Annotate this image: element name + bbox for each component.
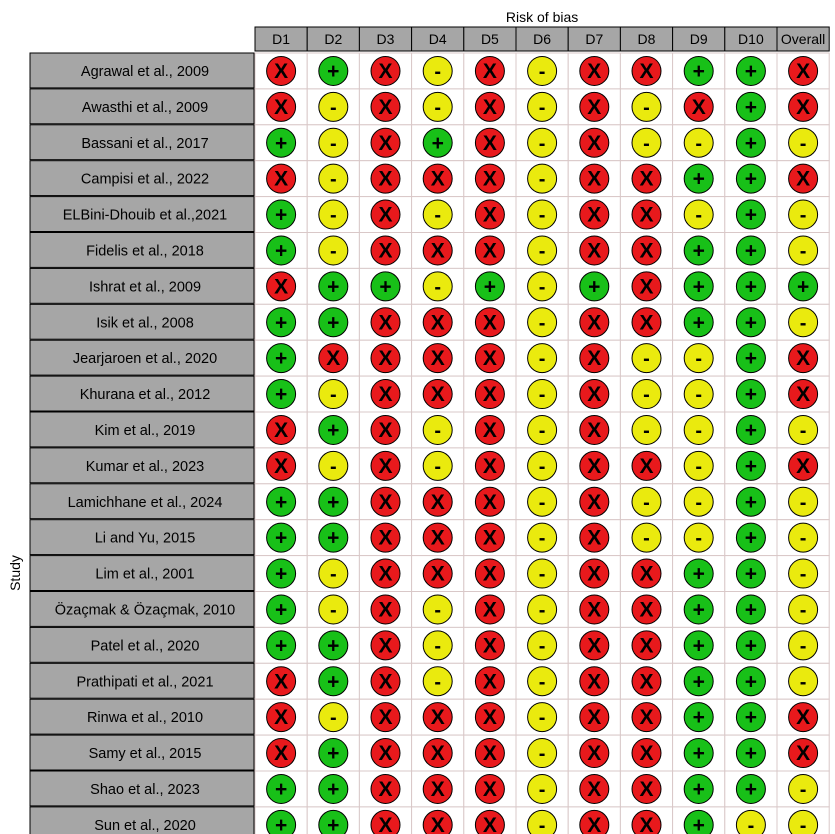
high-risk-symbol: X — [587, 598, 602, 622]
high-risk-symbol: X — [796, 383, 811, 407]
low-risk-symbol: + — [274, 311, 288, 335]
high-risk-symbol: X — [482, 526, 497, 550]
study-label: Jearjaroen et al., 2020 — [72, 351, 218, 368]
low-risk-symbol: + — [327, 418, 340, 442]
some-concerns-symbol: - — [695, 348, 703, 371]
some-concerns-symbol: - — [329, 204, 337, 227]
low-risk-symbol: + — [744, 598, 758, 622]
study-label: Kim et al., 2019 — [94, 422, 196, 439]
some-concerns-symbol: - — [538, 707, 546, 730]
high-risk-symbol: X — [430, 562, 445, 586]
high-risk-symbol: X — [378, 670, 393, 694]
high-risk-symbol: X — [274, 706, 289, 730]
study-label: Agrawal et al., 2009 — [80, 63, 210, 80]
low-risk-symbol: + — [692, 777, 705, 801]
some-concerns-symbol: - — [329, 168, 337, 191]
high-risk-symbol: X — [639, 562, 654, 586]
high-risk-symbol: X — [274, 59, 289, 83]
some-concerns-symbol: - — [538, 743, 546, 766]
low-risk-symbol: + — [744, 777, 758, 801]
some-concerns-symbol: - — [538, 276, 546, 299]
some-concerns-symbol: - — [695, 132, 703, 155]
high-risk-symbol: X — [274, 275, 289, 299]
high-risk-symbol: X — [587, 777, 602, 801]
some-concerns-symbol: - — [643, 527, 650, 550]
high-risk-symbol: X — [274, 418, 289, 442]
study-label: Lim et al., 2001 — [95, 566, 195, 583]
study-label: Sun et al., 2020 — [94, 817, 196, 834]
high-risk-symbol: X — [482, 742, 497, 766]
high-risk-symbol: X — [482, 562, 497, 586]
low-risk-symbol: + — [274, 383, 288, 407]
high-risk-symbol: X — [482, 59, 497, 83]
high-risk-symbol: X — [482, 131, 497, 155]
high-risk-symbol: X — [482, 454, 497, 478]
high-risk-symbol: X — [430, 777, 445, 801]
low-risk-symbol: + — [327, 742, 340, 766]
some-concerns-symbol: - — [695, 455, 703, 478]
high-risk-symbol: X — [274, 742, 289, 766]
low-risk-symbol: + — [692, 59, 705, 83]
high-risk-symbol: X — [430, 311, 445, 335]
domain-header-label: D2 — [324, 31, 343, 47]
high-risk-symbol: X — [430, 167, 445, 191]
some-concerns-symbol: - — [695, 384, 703, 407]
study-label: Bassani et al., 2017 — [81, 135, 209, 152]
low-risk-symbol: + — [692, 634, 705, 658]
high-risk-symbol: X — [378, 95, 393, 119]
high-risk-symbol: X — [587, 526, 602, 550]
high-risk-symbol: X — [482, 706, 497, 730]
high-risk-symbol: X — [430, 490, 445, 514]
low-risk-symbol: + — [692, 275, 705, 299]
low-risk-symbol: + — [744, 131, 758, 155]
some-concerns-symbol: - — [799, 132, 807, 155]
domain-header-label: D3 — [376, 31, 395, 47]
study-label: Khurana et al., 2012 — [79, 387, 211, 404]
some-concerns-symbol: - — [799, 204, 807, 227]
study-label: ELBini-Dhouib et al.,2021 — [62, 207, 228, 224]
low-risk-symbol: + — [744, 275, 758, 299]
low-risk-symbol: + — [744, 742, 758, 766]
low-risk-symbol: + — [274, 634, 288, 658]
low-risk-symbol: + — [692, 742, 705, 766]
some-concerns-symbol: - — [695, 204, 703, 227]
low-risk-symbol: + — [327, 777, 340, 801]
high-risk-symbol: X — [378, 454, 393, 478]
low-risk-symbol: + — [744, 454, 758, 478]
high-risk-symbol: X — [796, 454, 811, 478]
high-risk-symbol: X — [587, 95, 602, 119]
y-axis-label: Study — [7, 555, 23, 591]
high-risk-symbol: X — [274, 670, 289, 694]
high-risk-symbol: X — [587, 706, 602, 730]
domain-header-label: D4 — [428, 31, 447, 47]
high-risk-symbol: X — [482, 239, 497, 263]
some-concerns-symbol: - — [643, 96, 650, 119]
domain-header-label: Overall — [780, 31, 826, 47]
high-risk-symbol: X — [430, 347, 445, 371]
some-concerns-symbol: - — [799, 312, 807, 335]
low-risk-symbol: + — [744, 634, 758, 658]
some-concerns-symbol: - — [434, 599, 442, 622]
some-concerns-symbol: - — [538, 96, 546, 119]
high-risk-symbol: X — [796, 706, 811, 730]
study-label: Samy et al., 2015 — [88, 746, 202, 763]
study-label: Özaçmak & Özaçmak, 2010 — [54, 602, 236, 619]
high-risk-symbol: X — [378, 383, 393, 407]
high-risk-symbol: X — [378, 418, 393, 442]
some-concerns-symbol: - — [538, 671, 546, 694]
some-concerns-symbol: - — [329, 563, 337, 586]
low-risk-symbol: + — [274, 131, 288, 155]
some-concerns-symbol: - — [799, 491, 807, 514]
study-label: Isik et al., 2008 — [96, 315, 194, 332]
high-risk-symbol: X — [378, 706, 393, 730]
some-concerns-symbol: - — [329, 240, 337, 263]
high-risk-symbol: X — [587, 239, 602, 263]
low-risk-symbol: + — [588, 275, 601, 299]
high-risk-symbol: X — [378, 813, 393, 834]
some-concerns-symbol: - — [329, 132, 337, 155]
high-risk-symbol: X — [378, 167, 393, 191]
low-risk-symbol: + — [692, 706, 705, 730]
some-concerns-symbol: - — [538, 348, 546, 371]
high-risk-symbol: X — [274, 95, 289, 119]
high-risk-symbol: X — [378, 562, 393, 586]
high-risk-symbol: X — [274, 167, 289, 191]
study-label: Lamichhane et al., 2024 — [67, 494, 223, 511]
high-risk-symbol: X — [639, 239, 654, 263]
high-risk-symbol: X — [378, 598, 393, 622]
high-risk-symbol: X — [639, 670, 654, 694]
high-risk-symbol: X — [587, 813, 602, 834]
some-concerns-symbol: - — [434, 419, 442, 442]
high-risk-symbol: X — [639, 777, 654, 801]
high-risk-symbol: X — [430, 706, 445, 730]
high-risk-symbol: X — [482, 634, 497, 658]
some-concerns-symbol: - — [643, 132, 650, 155]
some-concerns-symbol: - — [434, 204, 442, 227]
high-risk-symbol: X — [587, 203, 602, 227]
low-risk-symbol: + — [744, 526, 758, 550]
low-risk-symbol: + — [327, 526, 340, 550]
some-concerns-symbol: - — [329, 707, 337, 730]
study-label: Ishrat et al., 2009 — [88, 279, 202, 296]
some-concerns-symbol: - — [538, 563, 546, 586]
high-risk-symbol: X — [587, 167, 602, 191]
high-risk-symbol: X — [378, 777, 393, 801]
some-concerns-symbol: - — [643, 348, 650, 371]
high-risk-symbol: X — [587, 562, 602, 586]
study-label: Awasthi et al., 2009 — [81, 99, 209, 116]
high-risk-symbol: X — [587, 454, 602, 478]
some-concerns-symbol: - — [538, 384, 546, 407]
high-risk-symbol: X — [796, 347, 811, 371]
high-risk-symbol: X — [482, 95, 497, 119]
some-concerns-symbol: - — [695, 491, 703, 514]
high-risk-symbol: X — [378, 131, 393, 155]
high-risk-symbol: X — [378, 490, 393, 514]
study-label: Shao et al., 2023 — [90, 781, 200, 798]
high-risk-symbol: X — [796, 742, 811, 766]
some-concerns-symbol: - — [799, 814, 807, 834]
some-concerns-symbol: - — [799, 599, 807, 622]
high-risk-symbol: X — [639, 742, 654, 766]
study-label: Patel et al., 2020 — [90, 638, 200, 655]
some-concerns-symbol: - — [643, 419, 650, 442]
high-risk-symbol: X — [482, 813, 497, 834]
some-concerns-symbol: - — [329, 96, 337, 119]
study-label: Campisi et al., 2022 — [80, 171, 210, 188]
domain-header-label: D9 — [689, 31, 708, 47]
low-risk-symbol: + — [692, 239, 705, 263]
domain-header-label: D8 — [637, 31, 656, 47]
low-risk-symbol: + — [692, 598, 705, 622]
some-concerns-symbol: - — [329, 384, 337, 407]
some-concerns-symbol: - — [538, 240, 546, 263]
high-risk-symbol: X — [482, 167, 497, 191]
low-risk-symbol: + — [744, 59, 758, 83]
high-risk-symbol: X — [639, 634, 654, 658]
domain-header-label: D1 — [272, 31, 291, 47]
high-risk-symbol: X — [482, 418, 497, 442]
some-concerns-symbol: - — [799, 563, 807, 586]
low-risk-symbol: + — [744, 95, 758, 119]
high-risk-symbol: X — [639, 813, 654, 834]
low-risk-symbol: + — [692, 813, 705, 834]
high-risk-symbol: X — [378, 311, 393, 335]
high-risk-symbol: X — [378, 634, 393, 658]
some-concerns-symbol: - — [799, 671, 807, 694]
high-risk-symbol: X — [326, 347, 341, 371]
low-risk-symbol: + — [483, 275, 497, 299]
some-concerns-symbol: - — [538, 635, 546, 658]
low-risk-symbol: + — [744, 418, 758, 442]
low-risk-symbol: + — [274, 526, 288, 550]
study-label: Prathipati et al., 2021 — [76, 674, 214, 691]
low-risk-symbol: + — [744, 311, 758, 335]
low-risk-symbol: + — [744, 347, 758, 371]
high-risk-symbol: X — [587, 742, 602, 766]
high-risk-symbol: X — [378, 203, 393, 227]
domain-header-label: D7 — [585, 31, 604, 47]
low-risk-symbol: + — [744, 383, 758, 407]
low-risk-symbol: + — [744, 706, 758, 730]
low-risk-symbol: + — [744, 562, 758, 586]
high-risk-symbol: X — [482, 311, 497, 335]
high-risk-symbol: X — [378, 59, 393, 83]
study-label: Rinwa et al., 2010 — [86, 710, 204, 727]
high-risk-symbol: X — [587, 490, 602, 514]
high-risk-symbol: X — [796, 167, 811, 191]
some-concerns-symbol: - — [434, 96, 442, 119]
some-concerns-symbol: - — [747, 814, 755, 834]
some-concerns-symbol: - — [329, 599, 337, 622]
low-risk-symbol: + — [379, 275, 392, 299]
study-label: Li and Yu, 2015 — [94, 530, 196, 547]
low-risk-symbol: + — [692, 311, 705, 335]
some-concerns-symbol: - — [538, 455, 546, 478]
low-risk-symbol: + — [692, 670, 705, 694]
low-risk-symbol: + — [692, 167, 705, 191]
low-risk-symbol: + — [274, 813, 288, 834]
low-risk-symbol: + — [274, 239, 288, 263]
low-risk-symbol: + — [274, 347, 288, 371]
high-risk-symbol: X — [378, 239, 393, 263]
low-risk-symbol: + — [796, 275, 810, 299]
some-concerns-symbol: - — [538, 527, 546, 550]
some-concerns-symbol: - — [538, 168, 546, 191]
high-risk-symbol: X — [587, 347, 602, 371]
low-risk-symbol: + — [274, 490, 288, 514]
high-risk-symbol: X — [639, 311, 654, 335]
high-risk-symbol: X — [482, 383, 497, 407]
high-risk-symbol: X — [796, 59, 811, 83]
low-risk-symbol: + — [744, 203, 758, 227]
study-label: Kumar et al., 2023 — [85, 458, 205, 475]
low-risk-symbol: + — [327, 311, 340, 335]
low-risk-symbol: + — [327, 670, 340, 694]
high-risk-symbol: X — [378, 347, 393, 371]
some-concerns-symbol: - — [434, 60, 442, 83]
some-concerns-symbol: - — [434, 671, 442, 694]
some-concerns-symbol: - — [538, 419, 546, 442]
high-risk-symbol: X — [639, 454, 654, 478]
high-risk-symbol: X — [639, 167, 654, 191]
low-risk-symbol: + — [692, 562, 705, 586]
low-risk-symbol: + — [327, 490, 340, 514]
some-concerns-symbol: - — [538, 204, 546, 227]
high-risk-symbol: X — [587, 383, 602, 407]
some-concerns-symbol: - — [538, 132, 546, 155]
some-concerns-symbol: - — [799, 778, 807, 801]
some-concerns-symbol: - — [434, 276, 442, 299]
some-concerns-symbol: - — [799, 240, 807, 263]
high-risk-symbol: X — [430, 742, 445, 766]
high-risk-symbol: X — [639, 598, 654, 622]
high-risk-symbol: X — [378, 742, 393, 766]
high-risk-symbol: X — [482, 670, 497, 694]
low-risk-symbol: + — [744, 670, 758, 694]
chart-title: Risk of bias — [505, 9, 579, 25]
high-risk-symbol: X — [378, 526, 393, 550]
high-risk-symbol: X — [430, 526, 445, 550]
high-risk-symbol: X — [639, 203, 654, 227]
some-concerns-symbol: - — [538, 60, 546, 83]
low-risk-symbol: + — [274, 598, 288, 622]
high-risk-symbol: X — [274, 454, 289, 478]
domain-header-label: D10 — [738, 31, 764, 47]
low-risk-symbol: + — [327, 813, 340, 834]
low-risk-symbol: + — [327, 634, 340, 658]
some-concerns-symbol: - — [643, 384, 650, 407]
high-risk-symbol: X — [587, 131, 602, 155]
low-risk-symbol: + — [274, 203, 288, 227]
some-concerns-symbol: - — [434, 455, 442, 478]
high-risk-symbol: X — [639, 275, 654, 299]
some-concerns-symbol: - — [329, 455, 337, 478]
domain-header-label: D5 — [480, 31, 499, 47]
high-risk-symbol: X — [482, 490, 497, 514]
some-concerns-symbol: - — [538, 778, 546, 801]
high-risk-symbol: X — [482, 203, 497, 227]
high-risk-symbol: X — [430, 383, 445, 407]
study-label: Fidelis et al., 2018 — [86, 243, 204, 260]
high-risk-symbol: X — [482, 347, 497, 371]
high-risk-symbol: X — [587, 634, 602, 658]
high-risk-symbol: X — [796, 95, 811, 119]
low-risk-symbol: + — [744, 490, 758, 514]
some-concerns-symbol: - — [799, 635, 807, 658]
low-risk-symbol: + — [744, 167, 758, 191]
some-concerns-symbol: - — [695, 419, 703, 442]
some-concerns-symbol: - — [799, 527, 807, 550]
some-concerns-symbol: - — [538, 491, 546, 514]
some-concerns-symbol: - — [799, 419, 807, 442]
some-concerns-symbol: - — [434, 635, 442, 658]
high-risk-symbol: X — [587, 59, 602, 83]
high-risk-symbol: X — [587, 311, 602, 335]
high-risk-symbol: X — [482, 598, 497, 622]
high-risk-symbol: X — [691, 95, 706, 119]
high-risk-symbol: X — [639, 706, 654, 730]
high-risk-symbol: X — [587, 670, 602, 694]
low-risk-symbol: + — [327, 59, 340, 83]
some-concerns-symbol: - — [695, 527, 703, 550]
low-risk-symbol: + — [431, 131, 444, 155]
high-risk-symbol: X — [482, 777, 497, 801]
low-risk-symbol: + — [327, 275, 340, 299]
high-risk-symbol: X — [639, 59, 654, 83]
some-concerns-symbol: - — [538, 312, 546, 335]
some-concerns-symbol: - — [538, 814, 546, 834]
low-risk-symbol: + — [274, 777, 288, 801]
high-risk-symbol: X — [587, 418, 602, 442]
some-concerns-symbol: - — [538, 599, 546, 622]
some-concerns-symbol: - — [643, 491, 650, 514]
high-risk-symbol: X — [430, 239, 445, 263]
high-risk-symbol: X — [430, 813, 445, 834]
low-risk-symbol: + — [274, 562, 288, 586]
low-risk-symbol: + — [744, 239, 758, 263]
domain-header-label: D6 — [533, 31, 552, 47]
